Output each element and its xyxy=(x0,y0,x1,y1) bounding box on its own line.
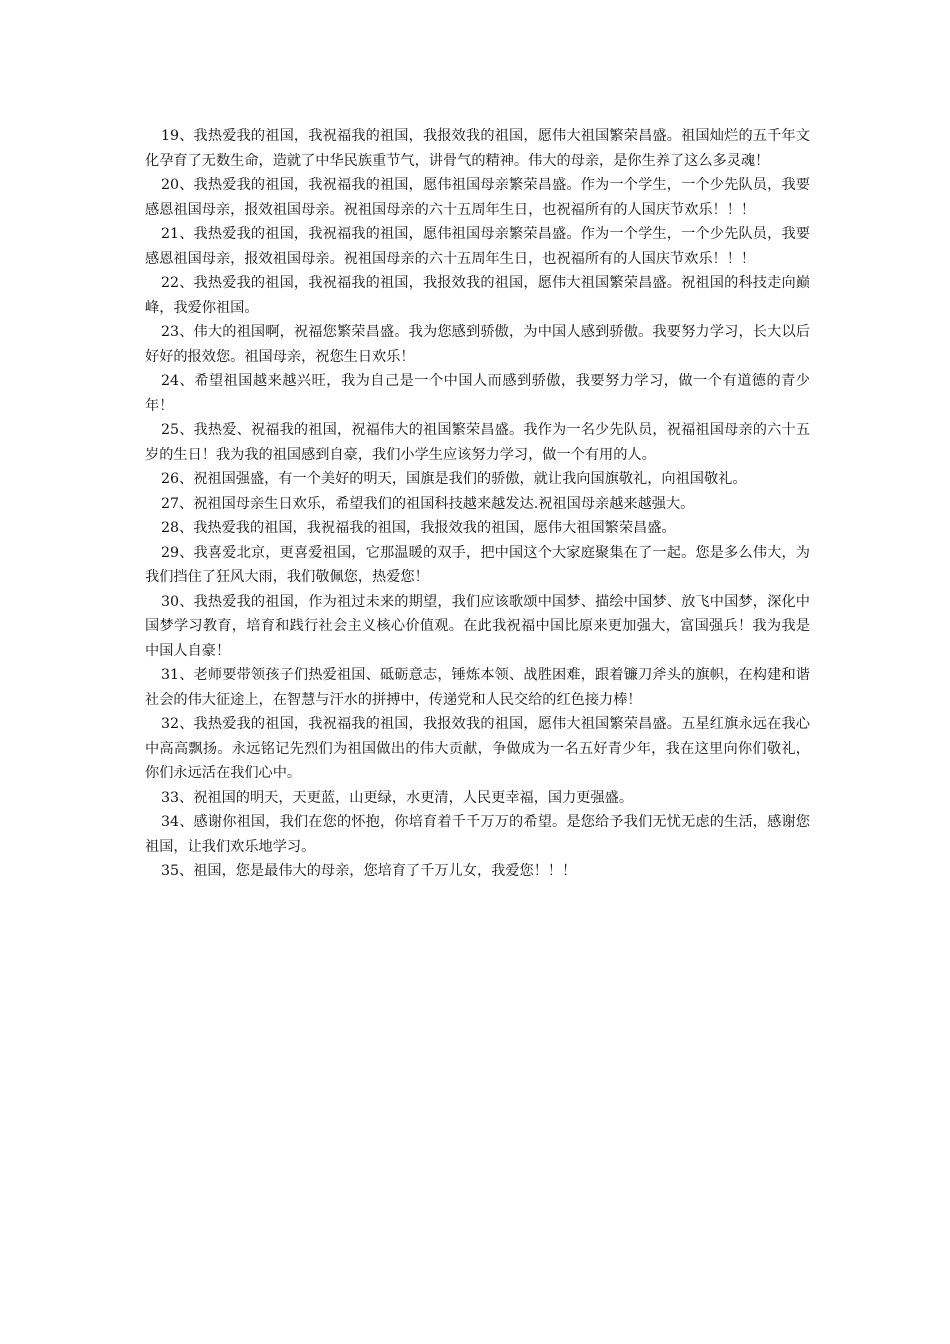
paragraph-28: 28、我热爱我的祖国，我祝福我的祖国，我报效我的祖国，愿伟大祖国繁荣昌盛。 xyxy=(161,520,676,536)
paragraph-22: 22、我热爱我的祖国，我祝福我的祖国，我报效我的祖国，愿伟大祖国繁荣昌盛。祝祖国的科技走向巅峰，我爱你祖国。 xyxy=(145,275,810,316)
paragraph-35: 35、祖国，您是最伟大的母亲，您培育了千万儿女，我爱您！！！ xyxy=(161,863,577,879)
paragraph-32: 32、我热爱我的祖国，我祝福我的祖国，我报效我的祖国，愿伟大祖国繁荣昌盛。五星红旗永远在我心中高高飘扬。永远铭记先烈们为祖国做出的伟大贡献，争做成为一名五好青少年，我在这里向你们敬礼，你们永远活在我们心中。 xyxy=(145,716,810,781)
paragraph-31: 31、老师要带领孩子们热爱祖国、砥砺意志，锤炼本领、战胜困难，跟着镰刀斧头的旗帜，在构建和谐社会的伟大征途上，在智慧与汗水的拼搏中，传递党和人民交给的红色接力棒！ xyxy=(145,667,810,708)
paragraph-34: 34、感谢你祖国，我们在您的怀抱，你培育着千千万万的希望。是您给予我们无忧无虑的生活，感谢您祖国，让我们欢乐地学习。 xyxy=(145,814,810,855)
paragraph-26: 26、祝祖国强盛，有一个美好的明天，国旗是我们的骄傲，就让我向国旗敬礼，向祖国敬礼。 xyxy=(161,471,747,487)
paragraph-24: 24、希望祖国越来越兴旺，我为自己是一个中国人而感到骄傲，我要努力学习，做一个有道德的青少年！ xyxy=(145,373,810,414)
paragraph-19: 19、我热爱我的祖国，我祝福我的祖国，我报效我的祖国，愿伟大祖国繁荣昌盛。祖国灿烂的五千年文化孕育了无数生命，造就了中华民族重节气，讲骨气的精神。伟大的母亲，是你生养了这么多灵魂！ xyxy=(145,128,810,169)
paragraph-20: 20、我热爱我的祖国，我祝福我的祖国，愿伟祖国母亲繁荣昌盛。作为一个学生，一个少先队员，我要感恩祖国母亲，报效祖国母亲。祝祖国母亲的六十五周年生日，也祝福所有的人国庆节欢乐！！！ xyxy=(145,177,810,218)
paragraph-27: 27、祝祖国母亲生日欢乐，希望我们的祖国科技越来越发达.祝祖国母亲越来越强大。 xyxy=(161,495,695,512)
paragraph-25: 25、我热爱、祝福我的祖国，祝福伟大的祖国繁荣昌盛。我作为一名少先队员，祝福祖国母亲的六十五岁的生日！我为我的祖国感到自豪，我们小学生应该努力学习，做一个有用的人。 xyxy=(145,422,810,463)
paragraph-33: 33、祝祖国的明天，天更蓝，山更绿，水更清，人民更幸福，国力更强盛。 xyxy=(161,789,634,806)
document-body xyxy=(145,124,810,884)
paragraph-29: 29、我喜爱北京，更喜爱祖国，它那温暖的双手，把中国这个大家庭聚集在了一起。您是多么伟大，为我们挡住了狂风大雨，我们敬佩您，热爱您！ xyxy=(145,544,810,585)
paragraph-21: 21、我热爱我的祖国，我祝福我的祖国，愿伟祖国母亲繁荣昌盛。作为一个学生，一个少先队员，我要感恩祖国母亲，报效祖国母亲。祝祖国母亲的六十五周年生日，也祝福所有的人国庆节欢乐！！！ xyxy=(145,226,810,267)
paragraph-30: 30、我热爱我的祖国，作为祖过未来的期望，我们应该歌颂中国梦、描绘中国梦、放飞中国梦，深化中国梦学习教育，培育和践行社会主义核心价值观。在此我祝福中国比原来更加强大，富国强兵！我为我是中国人自豪！ xyxy=(145,593,810,659)
paragraph-23: 23、伟大的祖国啊，祝福您繁荣昌盛。我为您感到骄傲，为中国人感到骄傲。我要努力学习，长大以后好好的报效您。祖国母亲，祝您生日欢乐！ xyxy=(145,324,810,365)
